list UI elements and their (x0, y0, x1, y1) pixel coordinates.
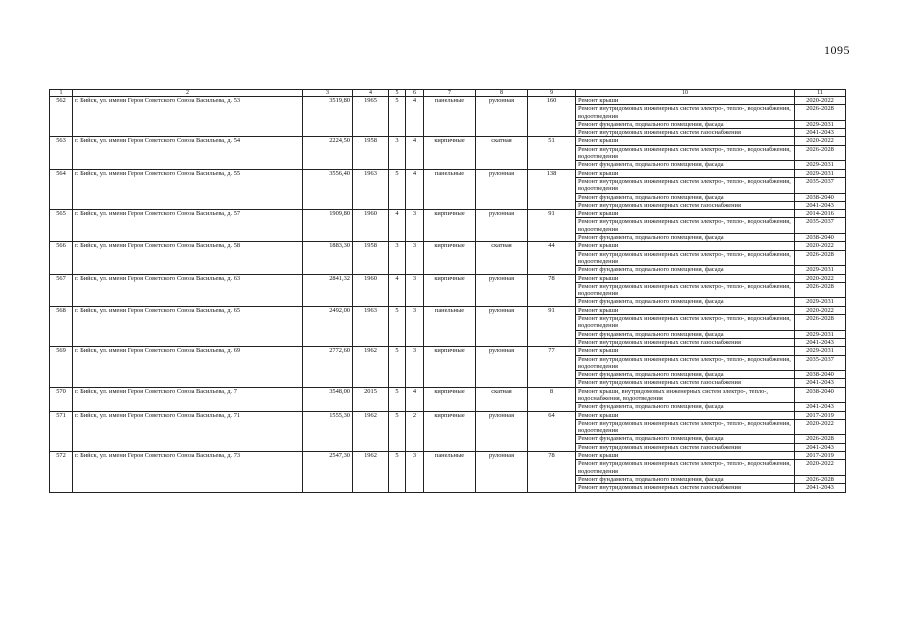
column-header-5: 5 (389, 90, 406, 97)
column-header-3: 3 (303, 90, 353, 97)
entrances-cell: 4 (406, 137, 424, 169)
year-cell: 1963 (353, 306, 389, 346)
table-row (50, 97, 846, 105)
work-type-cell: Ремонт внутридомовых инженерных систем электро-, тепло-, водоснабжения, водоотведения (576, 419, 795, 435)
work-type-cell: Ремонт фундамента, подвального помещения, фасада (576, 298, 795, 306)
period-cell: 2026-2028 (795, 282, 846, 298)
area-cell: 2224,50 (303, 137, 353, 169)
period-cell: 2026-2028 (795, 145, 846, 161)
column-header-9: 9 (528, 90, 576, 97)
entrances-cell: 3 (406, 210, 424, 242)
work-type-cell: Ремонт крыши (576, 452, 795, 460)
period-cell: 2035-2037 (795, 218, 846, 234)
period-cell: 2020-2022 (795, 419, 846, 435)
address-cell: г. Бийск, ул. имени Героя Советского Союза Васильева, д. 7 (73, 387, 303, 411)
area-cell: 1555,30 (303, 411, 353, 451)
roof-cell: рулонная (476, 452, 528, 492)
work-type-cell: Ремонт внутридомовых инженерных систем электро-, тепло-, водоснабжения, водоотведения (576, 218, 795, 234)
residents-cell: 78 (528, 452, 576, 492)
work-type-cell: Ремонт внутридомовых инженерных систем газоснабжения (576, 484, 795, 492)
year-cell: 1962 (353, 411, 389, 451)
table-row (50, 411, 846, 419)
period-cell: 2026-2028 (795, 435, 846, 443)
work-type-cell: Ремонт крыши (576, 97, 795, 105)
work-type-cell: Ремонт фундамента, подвального помещения, фасада (576, 193, 795, 201)
period-cell: 2026-2028 (795, 105, 846, 121)
period-cell: 2041-2043 (795, 403, 846, 411)
row-number: 569 (50, 347, 73, 387)
table-row (50, 387, 846, 403)
area-cell: 1909,80 (303, 210, 353, 242)
row-number: 567 (50, 274, 73, 306)
residents-cell: 44 (528, 242, 576, 274)
work-type-cell: Ремонт фундамента, подвального помещения, фасада (576, 475, 795, 483)
row-number: 570 (50, 387, 73, 411)
period-cell: 2020-2022 (795, 306, 846, 314)
address-cell: г. Бийск, ул. имени Героя Советского Союза Васильева, д. 58 (73, 242, 303, 274)
area-cell: 2547,30 (303, 452, 353, 492)
area-cell: 2492,00 (303, 306, 353, 346)
column-header-11: 11 (795, 90, 846, 97)
work-type-cell: Ремонт внутридомовых инженерных систем электро-, тепло-, водоснабжения, водоотведения (576, 282, 795, 298)
period-cell: 2029-2031 (795, 169, 846, 177)
area-cell: 1883,30 (303, 242, 353, 274)
work-type-cell: Ремонт фундамента, подвального помещения, фасада (576, 234, 795, 242)
period-cell: 2029-2031 (795, 161, 846, 169)
work-type-cell: Ремонт фундамента, подвального помещения, фасада (576, 403, 795, 411)
work-type-cell: Ремонт крыши (576, 210, 795, 218)
row-number: 563 (50, 137, 73, 169)
entrances-cell: 3 (406, 452, 424, 492)
period-cell: 2029-2031 (795, 120, 846, 128)
entrances-cell: 3 (406, 242, 424, 274)
walls-cell: кирпичные (424, 411, 476, 451)
floors-cell: 3 (389, 137, 406, 169)
work-type-cell: Ремонт внутридомовых инженерных систем газоснабжения (576, 443, 795, 451)
column-header-7: 7 (424, 90, 476, 97)
row-number: 565 (50, 210, 73, 242)
header-row (50, 90, 846, 97)
table-row (50, 137, 846, 145)
roof-cell: рулонная (476, 97, 528, 137)
period-cell: 2035-2037 (795, 355, 846, 371)
address-cell: г. Бийск, ул. имени Героя Советского Союза Васильева, д. 55 (73, 169, 303, 209)
floors-cell: 5 (389, 306, 406, 346)
work-type-cell: Ремонт внутридомовых инженерных систем газоснабжения (576, 379, 795, 387)
roof-cell: скатная (476, 387, 528, 411)
residents-cell: 160 (528, 97, 576, 137)
work-type-cell: Ремонт внутридомовых инженерных систем электро-, тепло-, водоснабжения, водоотведения (576, 460, 795, 476)
entrances-cell: 3 (406, 347, 424, 387)
address-cell: г. Бийск, ул. имени Героя Советского Союза Васильева, д. 63 (73, 274, 303, 306)
buildings-table (49, 89, 846, 493)
row-number: 571 (50, 411, 73, 451)
period-cell: 2020-2022 (795, 460, 846, 476)
period-cell: 2038-2040 (795, 371, 846, 379)
floors-cell: 4 (389, 210, 406, 242)
walls-cell: панельные (424, 306, 476, 346)
work-type-cell: Ремонт внутридомовых инженерных систем газоснабжения (576, 201, 795, 209)
period-cell: 2029-2031 (795, 266, 846, 274)
period-cell: 2020-2022 (795, 137, 846, 145)
walls-cell: кирпичные (424, 242, 476, 274)
address-cell: г. Бийск, ул. имени Героя Советского Союза Васильева, д. 54 (73, 137, 303, 169)
year-cell: 1958 (353, 242, 389, 274)
column-header-4: 4 (353, 90, 389, 97)
period-cell: 2020-2022 (795, 97, 846, 105)
period-cell: 2020-2022 (795, 242, 846, 250)
walls-cell: кирпичные (424, 387, 476, 411)
column-header-2: 2 (73, 90, 303, 97)
period-cell: 2029-2031 (795, 330, 846, 338)
work-type-cell: Ремонт крыши (576, 137, 795, 145)
period-cell: 2035-2037 (795, 177, 846, 193)
year-cell: 1962 (353, 347, 389, 387)
area-cell: 3556,40 (303, 169, 353, 209)
roof-cell: рулонная (476, 274, 528, 306)
period-cell: 2041-2043 (795, 201, 846, 209)
column-header-10: 10 (576, 90, 795, 97)
period-cell: 2041-2043 (795, 129, 846, 137)
walls-cell: панельные (424, 169, 476, 209)
roof-cell: рулонная (476, 169, 528, 209)
row-number: 562 (50, 97, 73, 137)
row-number: 572 (50, 452, 73, 492)
year-cell: 1962 (353, 452, 389, 492)
residents-cell: 138 (528, 169, 576, 209)
work-type-cell: Ремонт внутридомовых инженерных систем электро-, тепло-, водоснабжения, водоотведения (576, 145, 795, 161)
work-type-cell: Ремонт фундамента, подвального помещения, фасада (576, 371, 795, 379)
floors-cell: 5 (389, 169, 406, 209)
floors-cell: 3 (389, 242, 406, 274)
period-cell: 2038-2040 (795, 234, 846, 242)
work-type-cell: Ремонт фундамента, подвального помещения, фасада (576, 161, 795, 169)
work-type-cell: Ремонт фундамента, подвального помещения, фасада (576, 120, 795, 128)
row-number: 568 (50, 306, 73, 346)
floors-cell: 5 (389, 347, 406, 387)
entrances-cell: 3 (406, 274, 424, 306)
period-cell: 2017-2019 (795, 411, 846, 419)
residents-cell: 64 (528, 411, 576, 451)
residents-cell: 77 (528, 347, 576, 387)
period-cell: 2041-2043 (795, 484, 846, 492)
column-header-8: 8 (476, 90, 528, 97)
period-cell: 2041-2043 (795, 379, 846, 387)
address-cell: г. Бийск, ул. имени Героя Советского Союза Васильева, д. 71 (73, 411, 303, 451)
period-cell: 2041-2043 (795, 443, 846, 451)
period-cell: 2038-2040 (795, 387, 846, 403)
walls-cell: кирпичные (424, 347, 476, 387)
period-cell: 2017-2019 (795, 452, 846, 460)
work-type-cell: Ремонт крыши (576, 169, 795, 177)
period-cell: 2026-2028 (795, 475, 846, 483)
work-type-cell: Ремонт крыши, внутридомовых инженерных систем электро-, тепло-, водоснабжения, водоотведения (576, 387, 795, 403)
residents-cell: 51 (528, 137, 576, 169)
period-cell: 2038-2040 (795, 193, 846, 201)
floors-cell: 5 (389, 411, 406, 451)
entrances-cell: 4 (406, 169, 424, 209)
year-cell: 1965 (353, 97, 389, 137)
entrances-cell: 4 (406, 387, 424, 411)
walls-cell: кирпичные (424, 274, 476, 306)
year-cell: 1960 (353, 210, 389, 242)
work-type-cell: Ремонт внутридомовых инженерных систем электро-, тепло-, водоснабжения, водоотведения (576, 177, 795, 193)
year-cell: 1960 (353, 274, 389, 306)
area-cell: 3519,80 (303, 97, 353, 137)
row-number: 564 (50, 169, 73, 209)
period-cell: 2026-2028 (795, 315, 846, 331)
roof-cell: рулонная (476, 210, 528, 242)
table-row (50, 452, 846, 460)
period-cell: 2020-2022 (795, 274, 846, 282)
year-cell: 2015 (353, 387, 389, 411)
work-type-cell: Ремонт фундамента, подвального помещения, фасада (576, 330, 795, 338)
entrances-cell: 4 (406, 97, 424, 137)
year-cell: 1963 (353, 169, 389, 209)
roof-cell: рулонная (476, 411, 528, 451)
work-type-cell: Ремонт внутридомовых инженерных систем газоснабжения (576, 338, 795, 346)
page-number: 1095 (824, 43, 850, 57)
work-type-cell: Ремонт фундамента, подвального помещения, фасада (576, 266, 795, 274)
roof-cell: рулонная (476, 347, 528, 387)
floors-cell: 4 (389, 274, 406, 306)
row-number: 566 (50, 242, 73, 274)
year-cell: 1958 (353, 137, 389, 169)
period-cell: 2014-2016 (795, 210, 846, 218)
walls-cell: панельные (424, 452, 476, 492)
floors-cell: 5 (389, 452, 406, 492)
table-row (50, 306, 846, 314)
residents-cell: 91 (528, 210, 576, 242)
period-cell: 2029-2031 (795, 347, 846, 355)
address-cell: г. Бийск, ул. имени Героя Советского Союза Васильева, д. 69 (73, 347, 303, 387)
work-type-cell: Ремонт фундамента, подвального помещения, фасада (576, 435, 795, 443)
area-cell: 3548,00 (303, 387, 353, 411)
roof-cell: рулонная (476, 306, 528, 346)
residents-cell: 91 (528, 306, 576, 346)
residents-cell: 78 (528, 274, 576, 306)
roof-cell: скатная (476, 242, 528, 274)
address-cell: г. Бийск, ул. имени Героя Советского Союза Васильева, д. 57 (73, 210, 303, 242)
work-type-cell: Ремонт внутридомовых инженерных систем электро-, тепло-, водоснабжения, водоотведения (576, 250, 795, 266)
walls-cell: панельные (424, 97, 476, 137)
area-cell: 2772,60 (303, 347, 353, 387)
work-type-cell: Ремонт внутридомовых инженерных систем электро-, тепло-, водоснабжения, водоотведения (576, 105, 795, 121)
address-cell: г. Бийск, ул. имени Героя Советского Союза Васильева, д. 65 (73, 306, 303, 346)
work-type-cell: Ремонт крыши (576, 347, 795, 355)
work-type-cell: Ремонт крыши (576, 274, 795, 282)
column-header-1: 1 (50, 90, 73, 97)
roof-cell: скатная (476, 137, 528, 169)
table-row (50, 347, 846, 355)
floors-cell: 5 (389, 97, 406, 137)
period-cell: 2041-2043 (795, 338, 846, 346)
period-cell: 2029-2031 (795, 298, 846, 306)
work-type-cell: Ремонт крыши (576, 411, 795, 419)
work-type-cell: Ремонт внутридомовых инженерных систем электро-, тепло-, водоснабжения, водоотведения (576, 315, 795, 331)
table-row (50, 274, 846, 282)
table-row (50, 242, 846, 250)
address-cell: г. Бийск, ул. имени Героя Советского Союза Васильева, д. 73 (73, 452, 303, 492)
table-row (50, 169, 846, 177)
walls-cell: кирпичные (424, 137, 476, 169)
work-type-cell: Ремонт крыши (576, 242, 795, 250)
floors-cell: 5 (389, 387, 406, 411)
work-type-cell: Ремонт крыши (576, 306, 795, 314)
entrances-cell: 3 (406, 306, 424, 346)
area-cell: 2841,32 (303, 274, 353, 306)
work-type-cell: Ремонт внутридомовых инженерных систем газоснабжения (576, 129, 795, 137)
table-row (50, 210, 846, 218)
walls-cell: кирпичные (424, 210, 476, 242)
column-header-6: 6 (406, 90, 424, 97)
period-cell: 2026-2028 (795, 250, 846, 266)
table-body (50, 97, 846, 493)
address-cell: г. Бийск, ул. имени Героя Советского Союза Васильева, д. 53 (73, 97, 303, 137)
entrances-cell: 2 (406, 411, 424, 451)
work-type-cell: Ремонт внутридомовых инженерных систем электро-, тепло-, водоснабжения, водоотведения (576, 355, 795, 371)
residents-cell: 8 (528, 387, 576, 411)
